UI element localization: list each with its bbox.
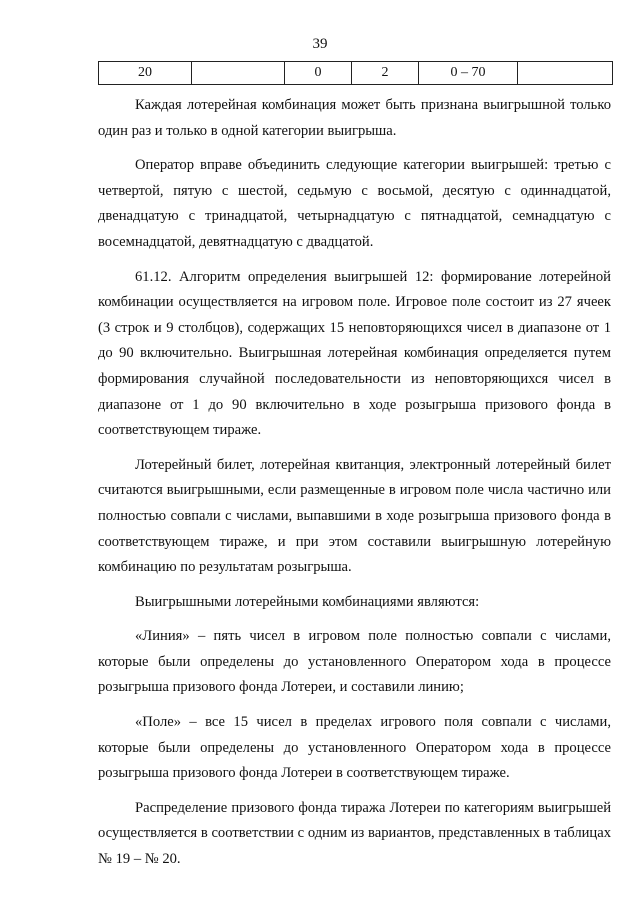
page-number: 39 [312,36,328,52]
paragraph: Распределение призового фонда тиража Лотереи по категориям выигрышей осуществляется в соответствии с одним из вариантов, представленных в таблицах № 19 – № 20. [98,799,611,868]
table-cell [192,62,285,85]
table-cell [518,62,613,85]
table-cell: 2 [352,62,419,85]
table-row [99,62,613,85]
table-cell: 0 [285,62,352,85]
paragraph: Выигрышными лотерейными комбинациями являются: [135,593,480,610]
table-cell: 20 [99,62,192,85]
paragraph: «Линия» – пять чисел в игровом поле полностью совпали с числами, которые были определены до установленного Оператором хода в процессе розыгрыша призового фонда Лотереи, и составили линию; [98,628,611,696]
table-cell: 0 – 70 [419,62,518,85]
paragraph: Оператор вправе объединить следующие категории выигрышей: третью с четвертой, пятую с шестой, седьмую с восьмой, десятую с одиннадцатой, двенадцатую с тринадцатой, четырнадцатую с пятнадцатой, семнадцатую с восемнадцатой, девятнадцатую с двадцатой. [98,157,611,250]
prize-table-fragment [98,61,613,85]
paragraph: Лотерейный билет, лотерейная квитанция, электронный лотерейный билет считаются выигрышными, если размещенные в игровом поле числа частично или полностью совпали с числами, выпавшими в ходе розыгрыша призового фонда в соответствующем тираже, и при этом составили выигрышную лотерейную комбинацию по результатам розыгрыша. [98,456,611,576]
paragraph: Каждая лотерейная комбинация может быть признана выигрышной только один раз и только в одной категории выигрыша. [98,97,611,139]
paragraph: 61.12. Алгоритм определения выигрышей 12: формирование лотерейной комбинации осуществляется на игровом поле. Игровое поле состоит из 27 ячеек (3 строк и 9 столбцов), содержащих 15 неповторяющихся чисел в диапазоне от 1 до 90 включительно. Выигрышная лотерейная комбинация определяется путем формирования случайной последовательности из неповторяющихся чисел в диапазоне от 1 до 90 включительно в ходе розыгрыша призового фонда в соответствующем тираже. [98,268,611,439]
document-body [98,93,611,873]
paragraph: «Поле» – все 15 чисел в пределах игрового поля совпали с числами, которые были определены до установленного Оператором хода в процессе розыгрыша призового фонда Лотереи в соответствующем тираже. [98,714,611,782]
